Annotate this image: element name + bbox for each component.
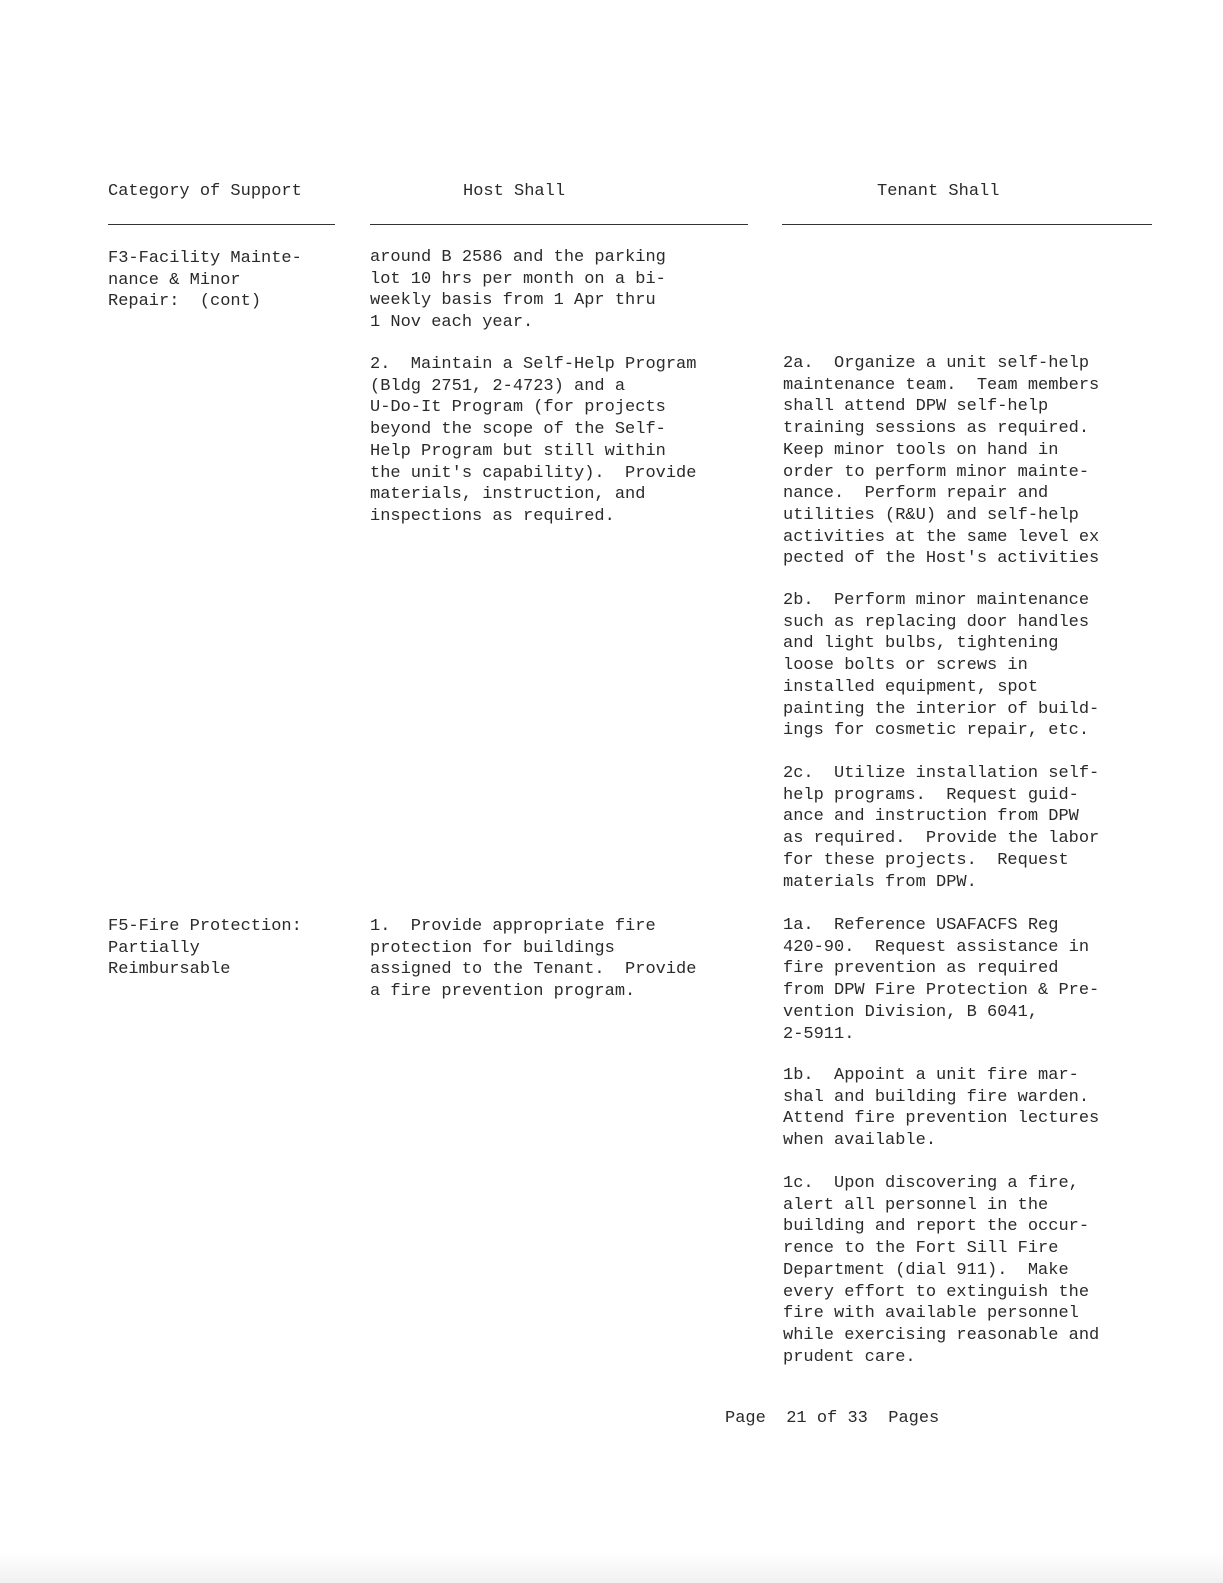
f5-tenant-1a-line: fire prevention as required [783,959,1059,979]
f3-tenant-2b-line: loose bolts or screws in [783,656,1028,676]
f3-host-cont-line: 1 Nov each year. [370,313,534,333]
f3-tenant-2b-line: installed equipment, spot [783,677,1039,697]
f3-tenant-2a-line: utilities (R&U) and self-help [783,505,1079,525]
f5-tenant-1a-line: 2-5911. [783,1024,855,1044]
f3-host-2-line: (Bldg 2751, 2-4723) and a [370,376,626,396]
f3-tenant-2a-line: shall attend DPW self-help [783,397,1049,417]
f3-tenant-2a-line: training sessions as required. [783,419,1090,439]
f3-tenant-2b-line: and light bulbs, tightening [783,634,1059,654]
header-rule-category [108,224,335,225]
f3-tenant-2c-line: for these projects. Request [783,850,1069,870]
f3-category [108,248,302,313]
f5-tenant-1c-line: every effort to extinguish the [783,1282,1090,1302]
f3-tenant-2c-line: materials from DPW. [783,872,977,892]
page-bottom-edge [0,1553,1223,1583]
f5-category-line: Reimbursable [108,960,231,980]
f5-tenant-1c-line: rence to the Fort Sill Fire [783,1239,1059,1259]
f5-tenant-1c-line: 1c. Upon discovering a fire, [783,1174,1079,1193]
f3-tenant-item-2b [783,590,1099,742]
f3-tenant-2a-line: nance. Perform repair and [783,484,1049,504]
f5-tenant-1b-line: when available. [783,1131,937,1151]
f5-category-line: F5-Fire Protection: [108,917,302,936]
f3-tenant-2c-line: help programs. Request guid- [783,785,1079,805]
f3-tenant-2c-line: 2c. Utilize installation self- [783,764,1100,783]
f3-tenant-2b-line: 2b. Perform minor maintenance [783,591,1090,610]
f5-host-1-line: assigned to the Tenant. Provide [370,960,697,980]
f3-tenant-2a-line: pected of the Host's activities [783,549,1100,569]
f3-host-2-line: materials, instruction, and [370,485,646,505]
f5-host-1-line: 1. Provide appropriate fire [370,917,656,936]
f3-host-2-line: Help Program but still within [370,441,666,461]
f5-host-1-line: protection for buildings [370,938,615,958]
f3-tenant-2a-line: activities at the same level ex [783,527,1100,547]
f5-tenant-1a-line: 420-90. Request assistance in [783,937,1090,957]
f5-tenant-1a-line: 1a. Reference USAFACFS Reg [783,916,1059,935]
f3-host-2-line: U-Do-It Program (for projects [370,398,666,418]
f5-category-line: Partially [108,938,200,958]
f3-tenant-2c-line: as required. Provide the labor [783,829,1100,849]
f5-category [108,916,302,981]
f5-tenant-1c-line: prudent care. [783,1347,916,1367]
f3-host-cont-line: around B 2586 and the parking [370,248,666,267]
f3-category-line: F3-Facility Mainte- [108,249,302,268]
f5-host-item-1 [370,916,696,1003]
f3-tenant-2a-line: order to perform minor mainte- [783,462,1090,482]
f3-host-continued [370,247,666,334]
f3-host-2-line: inspections as required. [370,506,615,526]
header-host-shall: Host Shall [463,182,566,201]
f5-host-1-line: a fire prevention program. [370,982,636,1002]
footer-of-label: of [816,1409,838,1428]
f3-tenant-2a-line: maintenance team. Team members [783,375,1100,395]
f5-tenant-1c-line: building and report the occur- [783,1217,1090,1237]
f5-tenant-1c-line: alert all personnel in the [783,1195,1049,1215]
f5-tenant-1c-line: while exercising reasonable and [783,1325,1100,1345]
f3-host-2-line: the unit's capability). Provide [370,463,697,483]
f3-host-item-2 [370,354,696,528]
f5-tenant-1b-line: shal and building fire warden. [783,1087,1090,1107]
header-category-of-support: Category of Support [108,182,302,201]
f5-tenant-item-1a [783,915,1099,1045]
f5-tenant-item-1c [783,1173,1099,1368]
f5-tenant-item-1b [783,1065,1099,1152]
footer-total-pages: 33 [847,1409,868,1428]
f3-tenant-2b-line: ings for cosmetic repair, etc. [783,721,1090,741]
f3-tenant-item-2a [783,353,1099,570]
header-rule-tenant [782,224,1152,225]
f3-host-cont-line: lot 10 hrs per month on a bi- [370,269,666,289]
f3-tenant-2b-line: painting the interior of build- [783,699,1100,719]
f3-category-line: Repair: (cont) [108,292,262,312]
f3-host-cont-line: weekly basis from 1 Apr thru [370,291,656,311]
f3-tenant-2c-line: ance and instruction from DPW [783,807,1079,827]
f5-tenant-1c-line: Department (dial 911). Make [783,1260,1069,1280]
f3-tenant-2b-line: such as replacing door handles [783,612,1090,632]
f3-host-2-line: 2. Maintain a Self-Help Program [370,355,697,374]
footer-current-page: 21 [786,1409,807,1428]
f5-tenant-1a-line: from DPW Fire Protection & Pre- [783,981,1100,1001]
f5-tenant-1a-line: vention Division, B 6041, [783,1002,1039,1022]
page-footer [725,1408,939,1430]
f5-tenant-1c-line: fire with available personnel [783,1304,1079,1324]
f3-host-2-line: beyond the scope of the Self- [370,420,666,440]
f5-tenant-1b-line: 1b. Appoint a unit fire mar- [783,1066,1079,1085]
header-rule-host [370,224,748,225]
footer-pages-label: Pages [888,1409,940,1428]
f3-tenant-2a-line: 2a. Organize a unit self-help [783,354,1090,373]
f3-tenant-2a-line: Keep minor tools on hand in [783,440,1059,460]
footer-page-label: Page [725,1409,766,1428]
header-tenant-shall: Tenant Shall [877,182,1000,201]
f5-tenant-1b-line: Attend fire prevention lectures [783,1109,1100,1129]
f3-tenant-item-2c [783,763,1099,893]
f3-category-line: nance & Minor [108,270,241,290]
